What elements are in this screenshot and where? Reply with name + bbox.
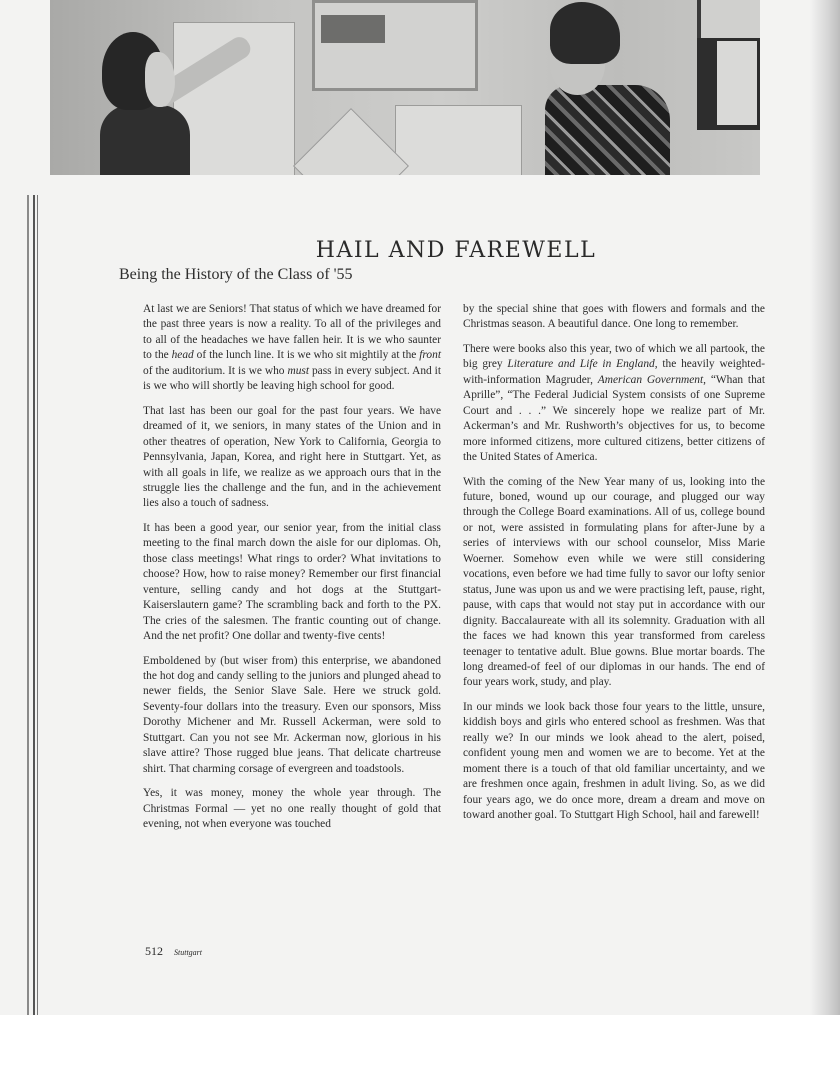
- photo-girl-body: [100, 105, 190, 175]
- paragraph: That last has been our goal for the past four years. We have dreamed of it, we seniors, in many states of the Union and in other theatres of operation, New York to California, Georgia to Pennsylvania, Japan, Korea, and right here in Stuttgart. Yet, as with all goals in life, we realize as we approach ours that in the struggle lies the challenge and the fun, and in the achievement lies also a touch of sadness.: [143, 404, 441, 510]
- article-subtitle: Being the History of the Class of '55: [119, 266, 353, 283]
- binding-gutter-line: [27, 195, 29, 1015]
- photo-bulletin-sheet: [395, 105, 522, 175]
- paragraph: In our minds we look back those four years to the little, unsure, kiddish boys and girls who entered school as freshmen. Was that really we? In our minds we look ahead to the alert, poised, confident young men and women we are to become. Yet at the moment there is a touch of that old familiar uncertainty, and we are freshmen once again, freshmen in adult living. So, as we did four years ago, we do once more, dream a dream and move on toward another goal. To Stuttgart High School, hail and farewell!: [463, 700, 765, 822]
- photo-clipping: [321, 15, 385, 43]
- page-footer: [145, 944, 202, 959]
- paragraph: There were books also this year, two of which we all partook, the big grey Literature and Life in England, the heavily weighted-with-information Magruder, American Government, “Whan that Aprille”, “The Federal Judicial System consists of one Supreme Court and . . .” We sincerely hope we realize part of Mr. Ackerman’s and Mr. Rushworth’s objectives for us, to become more informed citizens, more cultured citizens, better citizens of the United States of America.: [463, 342, 765, 464]
- header-photo: [50, 0, 760, 175]
- binding-gutter-line: [37, 195, 38, 1015]
- photo-frame: [697, 0, 760, 38]
- publication-name: Stuttgart: [174, 948, 203, 957]
- paragraph: by the special shine that goes with flowers and formals and the Christmas season. A beautiful dance. One long to remember.: [463, 303, 765, 331]
- paragraph: It has been a good year, our senior year, from the initial class meeting to the final march down the aisle for our diplomas. Oh, those class meetings! What rings to order? What invitations to choose? How, how to raise money? Remember our first financial venture, selling candy and hot dogs at the Stuttgart-Kaiserslautern game? The scrambling back and forth to the PX. The cries of the salesmen. The frantic counting out of change. And the net profit? One dollar and twenty-five cents!: [143, 521, 441, 643]
- binding-gutter-line: [33, 195, 35, 1015]
- left-column: [143, 302, 441, 842]
- photo-frame: [697, 38, 760, 130]
- paragraph: Emboldened by (but wiser from) this enterprise, we abandoned the hot dog and candy selling to the juniors and plunged ahead to newer fields, the Senior Slave Sale. Here we struck gold. Seventy-four dollars into the treasury. Even our sponsors, Miss Dorothy Michener and Mr. Russell Ackerman, were sold to Stuttgart. Can you not see Mr. Ackerman now, glorious in his slave attire? Those rugged blue jeans. That delicate chartreuse shirt. That charming corsage of evergreen and toadstools.: [143, 654, 441, 775]
- photo-boy-plaid-shirt: [545, 85, 670, 175]
- paragraph: At last we are Seniors! That status of which we have dreamed for the past three years is now a reality. To all of the privileges and to all of the headaches we have fallen heir. It is we who saunter to the head of the lunch line. It is we who sit mightily at the front of the auditorium. It is we who must pass in every subject. And it is we who will shortly be leaving high school for good.: [143, 303, 442, 393]
- right-column: [463, 302, 765, 833]
- paragraph: Yes, it was money, money the whole year through. The Christmas Formal — yet no one really thought of gold that evening, not when everyone was touched: [143, 787, 441, 831]
- photo-bulletin-frame: [312, 0, 478, 91]
- page-number: 512: [145, 944, 163, 958]
- page-edge-shadow: [810, 0, 840, 1015]
- paragraph: With the coming of the New Year many of us, looking into the future, boned, wound up our courage, and plugged our way through the College Board examinations. All of us, college bound or not, were assisted in formulating plans for after-June by a series of interviews with our school counselor, Miss Marie Woerner. Somehow even while we were still considering vocations, even before we had time fully to savor our lofty senior status, June was upon us and we were practising left, pause, right, pause, with caps that would not stay put in accordance with our dignity. Baccalaureate with all its solemnity. Graduation with all the faces we had known this year transformed from careless teenager to tentative adult. Blue gowns. Blue mortar boards. The long dreamed-of feel of our diplomas in our hands. The end of four years work, study, and play.: [463, 475, 765, 689]
- photo-frame-inner: [717, 41, 757, 125]
- article-title: HAIL AND FAREWELL: [315, 237, 597, 263]
